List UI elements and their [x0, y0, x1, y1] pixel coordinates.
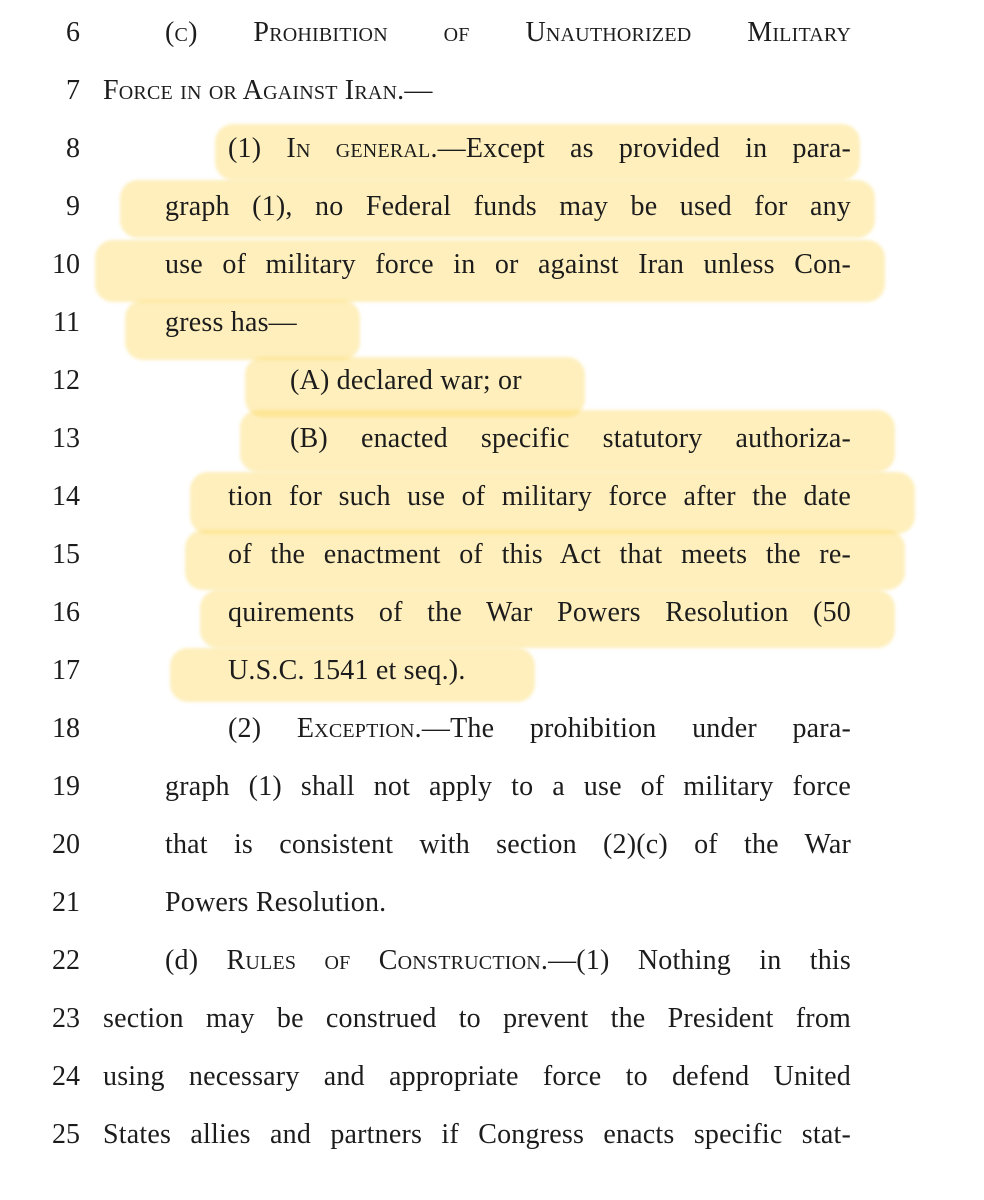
- line-number: 9: [66, 191, 80, 222]
- paragraph-text: —Except as provided in para-: [437, 133, 851, 164]
- line-text: section may be construed to prevent the President from: [103, 1003, 851, 1034]
- document-line: [0, 4, 984, 62]
- document-line: [0, 526, 984, 584]
- line-text: (c) Prohibition of Unauthorized Military: [165, 17, 851, 48]
- document-line: [0, 120, 984, 178]
- line-text: [228, 120, 851, 178]
- paragraph-lead: (2): [228, 713, 297, 744]
- document-line: [0, 584, 984, 642]
- line-number: 19: [52, 771, 80, 802]
- document-line: [0, 990, 984, 1048]
- paragraph-heading: Rules of Construction.: [226, 945, 549, 976]
- line-number: 14: [52, 481, 80, 512]
- line-number: 24: [52, 1061, 80, 1092]
- line-number: 25: [52, 1119, 80, 1150]
- line-text: of the enactment of this Act that meets the re-: [228, 539, 851, 570]
- document-line: [0, 236, 984, 294]
- document-line: [0, 468, 984, 526]
- document-line: [0, 1048, 984, 1106]
- paragraph-heading: Exception.: [296, 713, 422, 744]
- line-number: 23: [52, 1003, 80, 1034]
- line-number: 7: [66, 75, 80, 106]
- line-number: 15: [52, 539, 80, 570]
- document-line: [0, 352, 984, 410]
- line-text: tion for such use of military force after the date: [228, 481, 851, 512]
- line-number: 13: [52, 423, 80, 454]
- document-line: [0, 294, 984, 352]
- document-line: [0, 932, 984, 990]
- document-line: [0, 758, 984, 816]
- line-text: [228, 700, 851, 758]
- line-text: Powers Resolution.: [165, 887, 387, 918]
- document-line: [0, 816, 984, 874]
- line-number: 22: [52, 945, 80, 976]
- paragraph-lead: (1): [228, 133, 287, 164]
- line-text: Force in or Against Iran.—: [103, 75, 433, 106]
- document-line: [0, 874, 984, 932]
- line-number: 21: [52, 887, 80, 918]
- line-text: (B) enacted specific statutory authoriza-: [290, 423, 851, 454]
- paragraph-heading: In general.: [286, 133, 438, 164]
- line-text: that is consistent with section (2)(c) of the War: [165, 829, 851, 860]
- line-text: (A) declared war; or: [290, 365, 522, 396]
- line-number: 12: [52, 365, 80, 396]
- line-text: use of military force in or against Iran unless Con-: [165, 249, 851, 280]
- line-text: [165, 932, 851, 990]
- document-line: [0, 410, 984, 468]
- document-line: [0, 1106, 984, 1164]
- document-line: [0, 178, 984, 236]
- line-number: 11: [53, 307, 80, 338]
- line-text: using necessary and appropriate force to defend United: [103, 1061, 851, 1092]
- paragraph-text: —(1) Nothing in this: [548, 945, 851, 976]
- line-number: 17: [52, 655, 80, 686]
- line-text: quirements of the War Powers Resolution (50: [228, 597, 851, 628]
- line-number: 16: [52, 597, 80, 628]
- line-number: 6: [66, 17, 80, 48]
- line-text: States allies and partners if Congress enacts specific stat-: [103, 1119, 851, 1150]
- line-number: 10: [52, 249, 80, 280]
- line-text: graph (1), no Federal funds may be used for any: [165, 191, 851, 222]
- line-text: U.S.C. 1541 et seq.).: [228, 655, 466, 686]
- line-number: 20: [52, 829, 80, 860]
- paragraph-text: —The prohibition under para-: [421, 713, 851, 744]
- document-line: [0, 62, 984, 120]
- line-number: 8: [66, 133, 80, 164]
- line-number: 18: [52, 713, 80, 744]
- paragraph-lead: (d): [165, 945, 227, 976]
- line-text: gress has—: [165, 307, 297, 338]
- document-line: [0, 642, 984, 700]
- line-text: graph (1) shall not apply to a use of military force: [165, 771, 851, 802]
- document-line: [0, 700, 984, 758]
